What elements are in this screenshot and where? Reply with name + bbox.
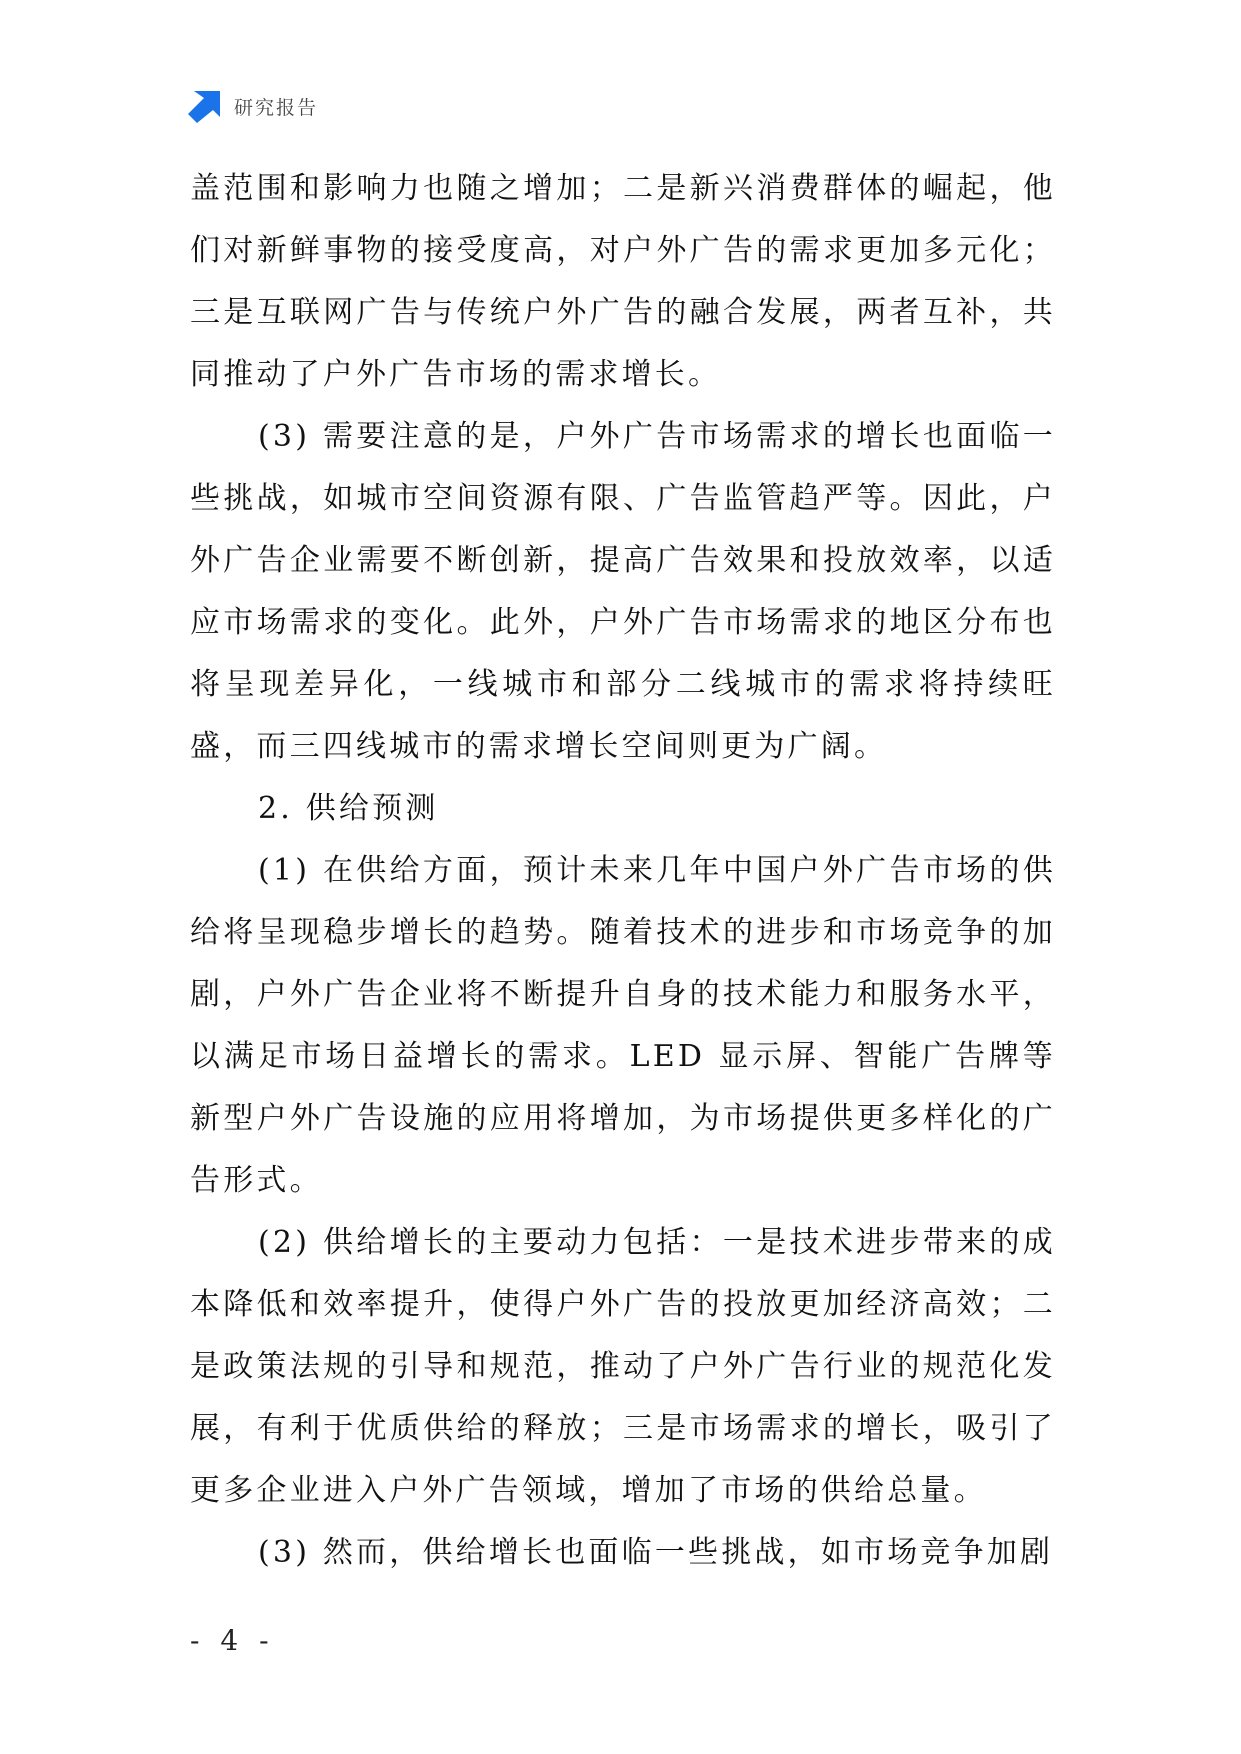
paragraph-continuation: 盖范围和影响力也随之增加；二是新兴消费群体的崛起，他们对新鲜事物的接受度高，对户外广告的需求更加多元化；三是互联网广告与传统户外广告的融合发展，两者互补，共同推动了户外广告市场的需求增长。 <box>190 171 1056 392</box>
report-header <box>188 88 318 124</box>
paragraph-demand-3: (3) 需要注意的是，户外广告市场需求的增长也面临一些挑战，如城市空间资源有限、广告监管趋严等。因此，户外广告企业需要不断创新，提高广告效果和投放效率，以适应市场需求的变化。此外，户外广告市场需求的地区分布也将呈现差异化，一线城市和部分二线城市的需求将持续旺盛，而三四线城市的需求增长空间则更为广阔。 <box>190 419 1056 764</box>
header-title: 研究报告 <box>234 96 319 119</box>
page-number: - 4 - <box>190 1624 275 1657</box>
paragraph-supply-2: (2) 供给增长的主要动力包括：一是技术进步带来的成本降低和效率提升，使得户外广告的投放更加经济高效；二是政策法规的引导和规范，推动了户外广告行业的规范化发展，有利于优质供给的释放；三是市场需求的增长，吸引了更多企业进入户外广告领域，增加了市场的供给总量。 <box>190 1225 1056 1508</box>
paragraph-supply-1: (1) 在供给方面，预计未来几年中国户外广告市场的供给将呈现稳步增长的趋势。随着技术的进步和市场竞争的加剧，户外广告企业将不断提升自身的技术能力和服务水平，以满足市场日益增长的需求。LED 显示屏、智能广告牌等新型户外广告设施的应用将增加，为市场提供更多样化的广告形式。 <box>190 853 1056 1198</box>
arrow-logo-icon <box>188 89 222 123</box>
document-body <box>190 158 1056 1584</box>
section-heading-supply-forecast: 2. 供给预测 <box>258 791 439 826</box>
paragraph-supply-3: (3) 然而，供给增长也面临一些挑战，如市场竞争加剧 <box>258 1535 1054 1570</box>
